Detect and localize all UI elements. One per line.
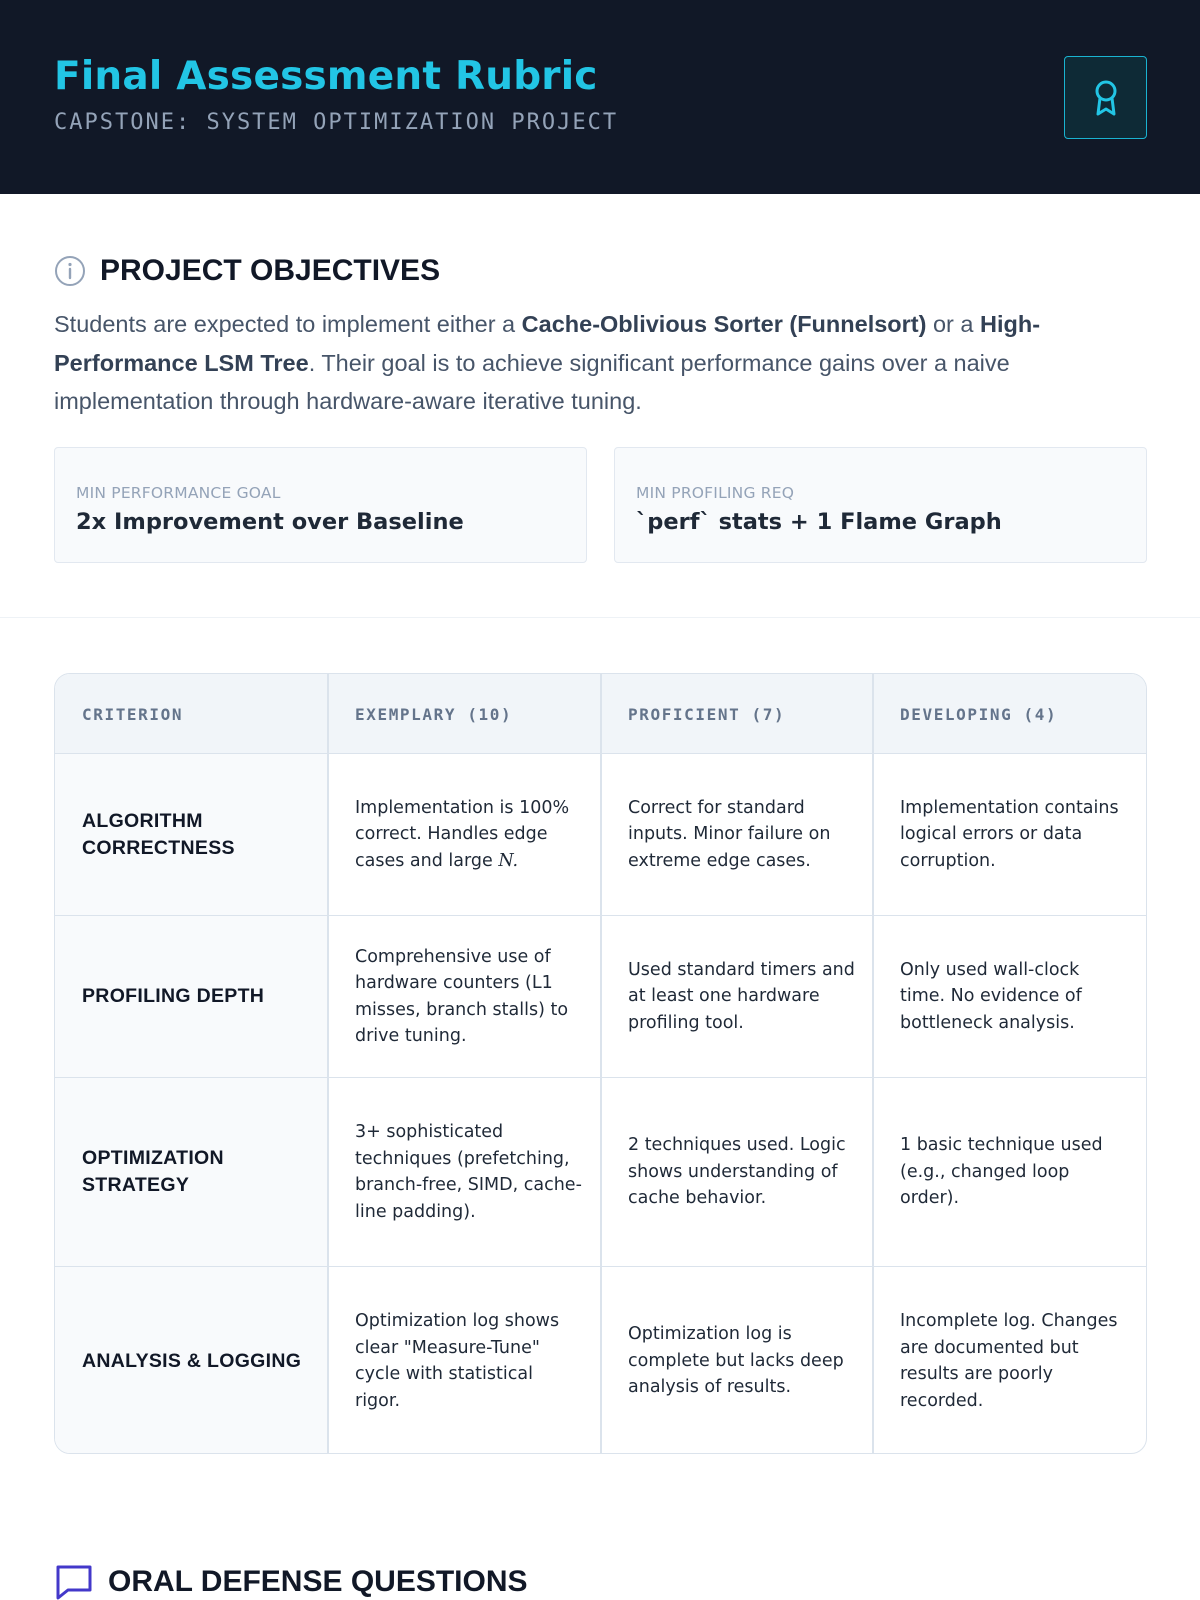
- criterion-cell: ANALYSIS & LOGGING: [55, 1267, 328, 1454]
- award-badge: [1064, 56, 1147, 139]
- proficient-cell: Optimization log is complete but lacks deep analysis of results.: [628, 1324, 844, 1398]
- criterion-cell: ALGORITHM CORRECTNESS: [55, 754, 328, 915]
- info-icon: [54, 255, 86, 287]
- option-funnelsort: Cache-Oblivious Sorter (Funnelsort): [521, 311, 927, 337]
- page-title: Final Assessment Rubric: [54, 54, 598, 99]
- stat-value: 2x Improvement over Baseline: [76, 509, 464, 535]
- exemplary-cell: Comprehensive use of hardware counters (L1 misses, branch stalls) to drive tuning.: [355, 946, 569, 1046]
- proficient-cell: 2 techniques used. Logic shows understanding of cache behavior.: [628, 1135, 846, 1209]
- developing-cell: 1 basic technique used (e.g., changed loop order).: [900, 1135, 1103, 1209]
- proficient-cell: Correct for standard inputs. Minor failure on extreme edge cases.: [628, 797, 831, 871]
- column-divider: [327, 674, 329, 1453]
- oral-defense-heading: [54, 1564, 528, 1600]
- option-lsm-tree: High-Performance LSM Tree: [54, 311, 1041, 376]
- criterion-cell: OPTIMIZATION STRATEGY: [55, 1078, 328, 1266]
- chat-bubble-icon: [54, 1564, 94, 1600]
- column-divider: [872, 674, 874, 1453]
- exemplary-cell: 3+ sophisticated techniques (prefetching, branch-free, SIMD, cache-line padding).: [355, 1122, 582, 1222]
- profiling-req-card: [614, 447, 1147, 563]
- objectives-intro: Students are expected to implement either a Cache-Oblivious Sorter (Funnelsort) or a High-Performance LSM Tree. Their goal is to achieve significant performance gains over a naive implementation through hardware-aware iterative tuning.: [54, 311, 1041, 414]
- section-title: ORAL DEFENSE QUESTIONS: [108, 1565, 528, 1598]
- column-header-developing: DEVELOPING (4): [900, 704, 1058, 724]
- developing-cell: Only used wall-clock time. No evidence of bottleneck analysis.: [900, 959, 1082, 1033]
- performance-goal-card: [54, 447, 587, 563]
- award-icon: [1093, 79, 1119, 117]
- exemplary-cell: Implementation is 100% correct. Handles edge cases and large N.: [355, 797, 570, 871]
- column-divider: [600, 674, 602, 1453]
- stat-value: `perf` stats + 1 Flame Graph: [636, 509, 1002, 535]
- stat-label: MIN PROFILING REQ: [636, 484, 795, 502]
- section-divider: [0, 617, 1200, 618]
- exemplary-cell: Optimization log shows clear "Measure-Tune" cycle with statistical rigor.: [355, 1311, 560, 1411]
- column-header-exemplary: EXEMPLARY (10): [355, 704, 513, 724]
- page-subtitle: CAPSTONE: SYSTEM OPTIMIZATION PROJECT: [54, 110, 619, 135]
- section-title: PROJECT OBJECTIVES: [100, 254, 441, 287]
- rubric-table: [54, 673, 1147, 1454]
- page-header: [0, 0, 1200, 194]
- stat-label: MIN PERFORMANCE GOAL: [76, 484, 281, 502]
- proficient-cell: Used standard timers and at least one hardware profiling tool.: [628, 959, 855, 1033]
- column-header-criterion: CRITERION: [82, 704, 184, 724]
- developing-cell: Implementation contains logical errors or data corruption.: [900, 797, 1119, 871]
- objectives-heading: [54, 254, 440, 288]
- criterion-cell: PROFILING DEPTH: [55, 916, 328, 1077]
- column-header-proficient: PROFICIENT (7): [628, 704, 786, 724]
- developing-cell: Incomplete log. Changes are documented but results are poorly recorded.: [900, 1311, 1118, 1411]
